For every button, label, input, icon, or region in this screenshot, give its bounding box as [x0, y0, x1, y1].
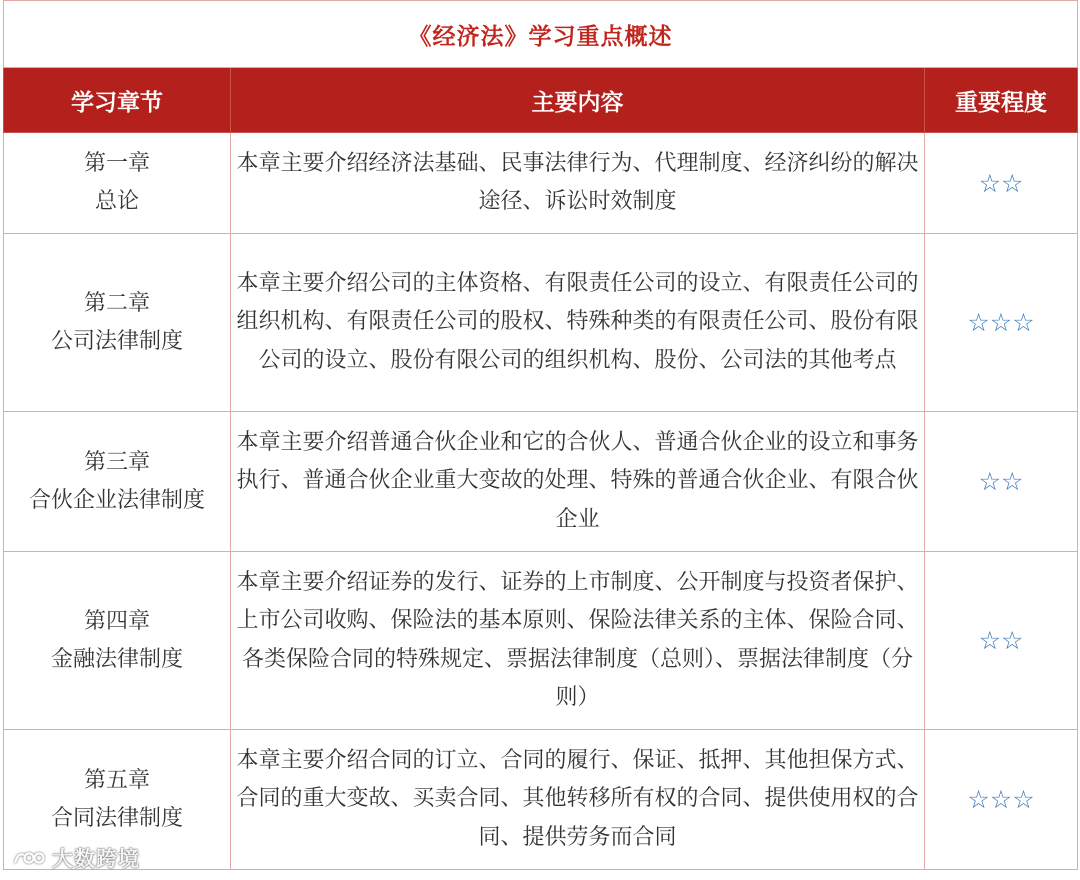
chapter-name: 金融法律制度 [50, 646, 183, 672]
chapter-cell [4, 234, 231, 412]
chapter-name: 公司法律制度 [50, 328, 183, 354]
chapter-number: 第三章 [83, 449, 150, 475]
table-row [4, 552, 1078, 730]
chapter-name: 总论 [94, 189, 139, 214]
table-title: 《经济法》学习重点概述 [4, 1, 1078, 68]
watermark [12, 843, 140, 873]
logo-icon [12, 846, 46, 870]
table-row [4, 412, 1078, 552]
header-content: 主要内容 [231, 68, 925, 133]
chapter-name: 合伙企业法律制度 [28, 487, 205, 513]
header-chapter: 学习章节 [4, 68, 231, 133]
header-row [4, 68, 1078, 133]
chapter-name: 合同法律制度 [50, 805, 183, 831]
chapter-cell [4, 552, 231, 730]
page [3, 0, 1077, 880]
chapter-number: 第二章 [83, 290, 150, 316]
content-cell: 本章主要介绍经济法基础、民事法律行为、代理制度、经济纠纷的解决途径、诉讼时效制度 [231, 133, 925, 234]
study-table [3, 0, 1078, 870]
chapter-number: 第四章 [83, 608, 150, 634]
content-cell: 本章主要介绍合同的订立、合同的履行、保证、抵押、其他担保方式、合同的重大变故、买卖合同、其他转移所有权的合同、提供使用权的合同、提供劳务而合同 [231, 730, 925, 870]
table-row [4, 730, 1078, 870]
chapter-number: 第五章 [83, 767, 150, 793]
content-cell: 本章主要介绍普通合伙企业和它的合伙人、普通合伙企业的设立和事务执行、普通合伙企业重大变故的处理、特殊的普通合伙企业、有限合伙企业 [231, 412, 925, 552]
title-row [4, 1, 1078, 68]
importance-stars: ☆☆ [925, 412, 1078, 552]
content-cell: 本章主要介绍公司的主体资格、有限责任公司的设立、有限责任公司的组织机构、有限责任公司的股权、特殊种类的有限责任公司、股份有限公司的设立、股份有限公司的组织机构、股份、公司法的其他考点 [231, 234, 925, 412]
chapter-number: 第一章 [83, 151, 150, 176]
watermark-text: 大数跨境 [52, 847, 140, 871]
importance-stars: ☆☆ [925, 133, 1078, 234]
table-row [4, 234, 1078, 412]
chapter-cell [4, 133, 231, 234]
header-importance: 重要程度 [925, 68, 1078, 133]
importance-stars: ☆☆ [925, 552, 1078, 730]
content-cell: 本章主要介绍证券的发行、证券的上市制度、公开制度与投资者保护、上市公司收购、保险法的基本原则、保险法律关系的主体、保险合同、各类保险合同的特殊规定、票据法律制度（总则）、票据法律制度（分则） [231, 552, 925, 730]
importance-stars: ☆☆☆ [925, 234, 1078, 412]
table-row [4, 133, 1078, 234]
importance-stars: ☆☆☆ [925, 730, 1078, 870]
chapter-cell [4, 412, 231, 552]
